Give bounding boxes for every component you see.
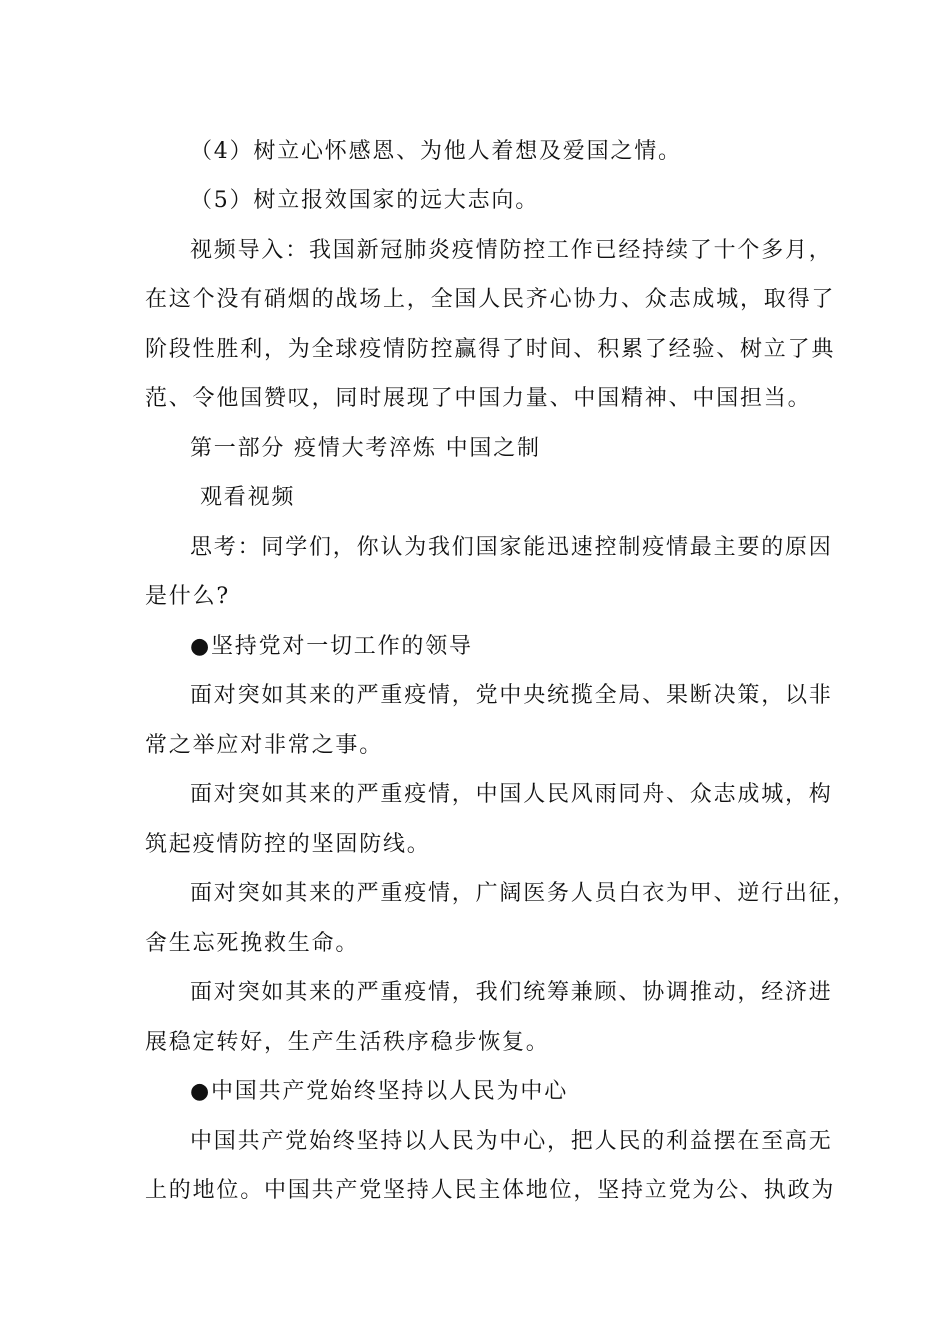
- section-heading: 第一部分 疫情大考淬炼 中国之制: [190, 436, 541, 461]
- bullet-heading: ●中国共产党始终坚持以人民为中心: [190, 1079, 568, 1104]
- paragraph-line: 阶段性胜利，为全球疫情防控赢得了时间、积累了经验、树立了典: [145, 337, 836, 362]
- goal-item-4: （4）树立心怀感恩、为他人着想及爱国之情。: [190, 139, 682, 164]
- paragraph-line: 常之举应对非常之事。: [145, 733, 384, 758]
- paragraph-line: 在这个没有硝烟的战场上，全国人民齐心协力、众志成城，取得了: [145, 287, 836, 312]
- paragraph-line: 舍生忘死挽救生命。: [145, 931, 360, 956]
- paragraph-line: 面对突如其来的严重疫情，党中央统揽全局、果断决策，以非: [190, 683, 833, 708]
- paragraph-line: 是什么?: [145, 584, 230, 609]
- bullet-heading: ●坚持党对一切工作的领导: [190, 634, 473, 659]
- paragraph-line: 面对突如其来的严重疫情，中国人民风雨同舟、众志成城，构: [190, 782, 833, 807]
- paragraph-line: 筑起疫情防控的坚固防线。: [145, 832, 431, 857]
- paragraph-line: 视频导入：我国新冠肺炎疫情防控工作已经持续了十个多月，: [190, 238, 833, 263]
- paragraph-line: 面对突如其来的严重疫情，广阔医务人员白衣为甲、逆行出征，: [190, 881, 857, 906]
- goal-item-5: （5）树立报效国家的远大志向。: [190, 188, 539, 213]
- paragraph-line: 思考：同学们，你认为我们国家能迅速控制疫情最主要的原因: [190, 535, 833, 560]
- paragraph-line: 中国共产党始终坚持以人民为中心，把人民的利益摆在至高无: [190, 1129, 833, 1154]
- paragraph-line: 观看视频: [200, 485, 296, 510]
- paragraph-line: 展稳定转好，生产生活秩序稳步恢复。: [145, 1030, 550, 1055]
- paragraph-line: 范、令他国赞叹，同时展现了中国力量、中国精神、中国担当。: [145, 386, 812, 411]
- paragraph-line: 上的地位。中国共产党坚持人民主体地位，坚持立党为公、执政为: [145, 1178, 836, 1203]
- paragraph-line: 面对突如其来的严重疫情，我们统筹兼顾、协调推动，经济进: [190, 980, 833, 1005]
